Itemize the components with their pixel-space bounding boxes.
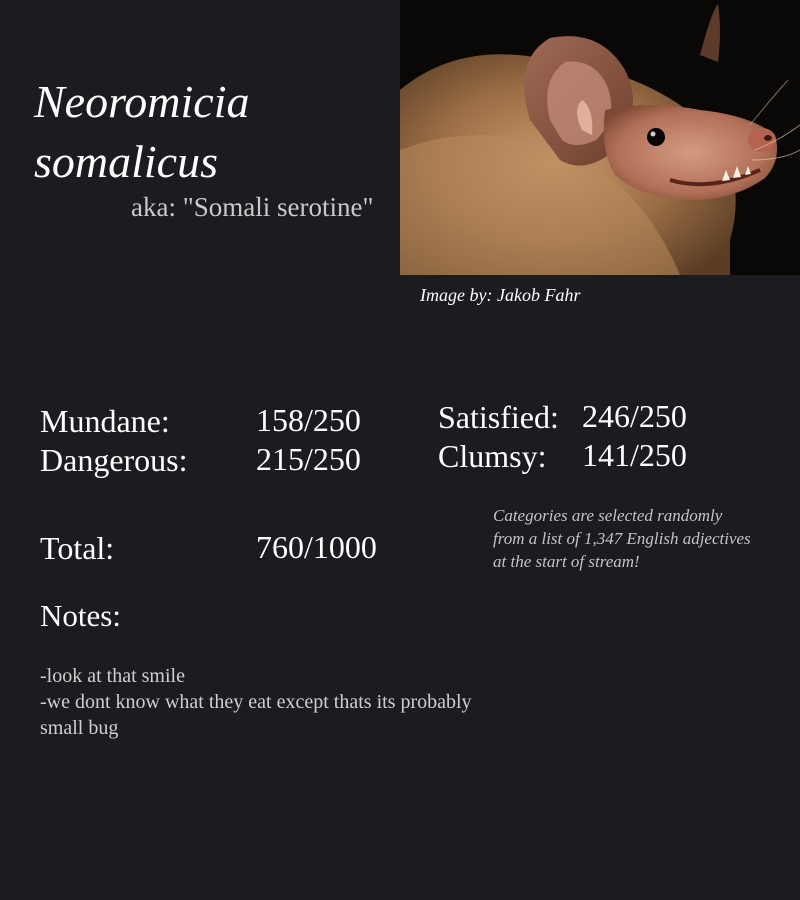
notes-list xyxy=(40,663,510,741)
species-title xyxy=(34,72,250,192)
stat-value-total: 760/1000 xyxy=(256,529,377,565)
species-title-species: somalicus xyxy=(34,136,218,187)
stat-value-mundane: 158/250 xyxy=(256,402,361,438)
stat-label-clumsy: Clumsy: xyxy=(438,438,547,474)
stat-value-satisfied: 246/250 xyxy=(582,398,687,434)
common-name: aka: "Somali serotine" xyxy=(131,192,374,222)
note-item: -look at that smile xyxy=(40,665,185,687)
stat-label-dangerous: Dangerous: xyxy=(40,442,188,478)
stat-label-satisfied: Satisfied: xyxy=(438,399,559,435)
stat-value-clumsy: 141/250 xyxy=(582,437,687,473)
categories-disclaimer: Categories are selected randomly from a list of 1,347 English adjectives at the start of stream! xyxy=(493,506,751,571)
bat-illustration xyxy=(400,0,800,275)
species-title-genus: Neoromicia xyxy=(34,76,250,127)
stat-value-dangerous: 215/250 xyxy=(256,441,361,477)
note-item: -we dont know what they eat except thats its probably small bug xyxy=(40,691,472,739)
notes-heading: Notes: xyxy=(40,598,121,633)
stat-label-total: Total: xyxy=(40,530,115,566)
image-credit: Image by: Jakob Fahr xyxy=(420,285,581,305)
stat-label-mundane: Mundane: xyxy=(40,403,170,439)
bat-photo xyxy=(400,0,800,275)
